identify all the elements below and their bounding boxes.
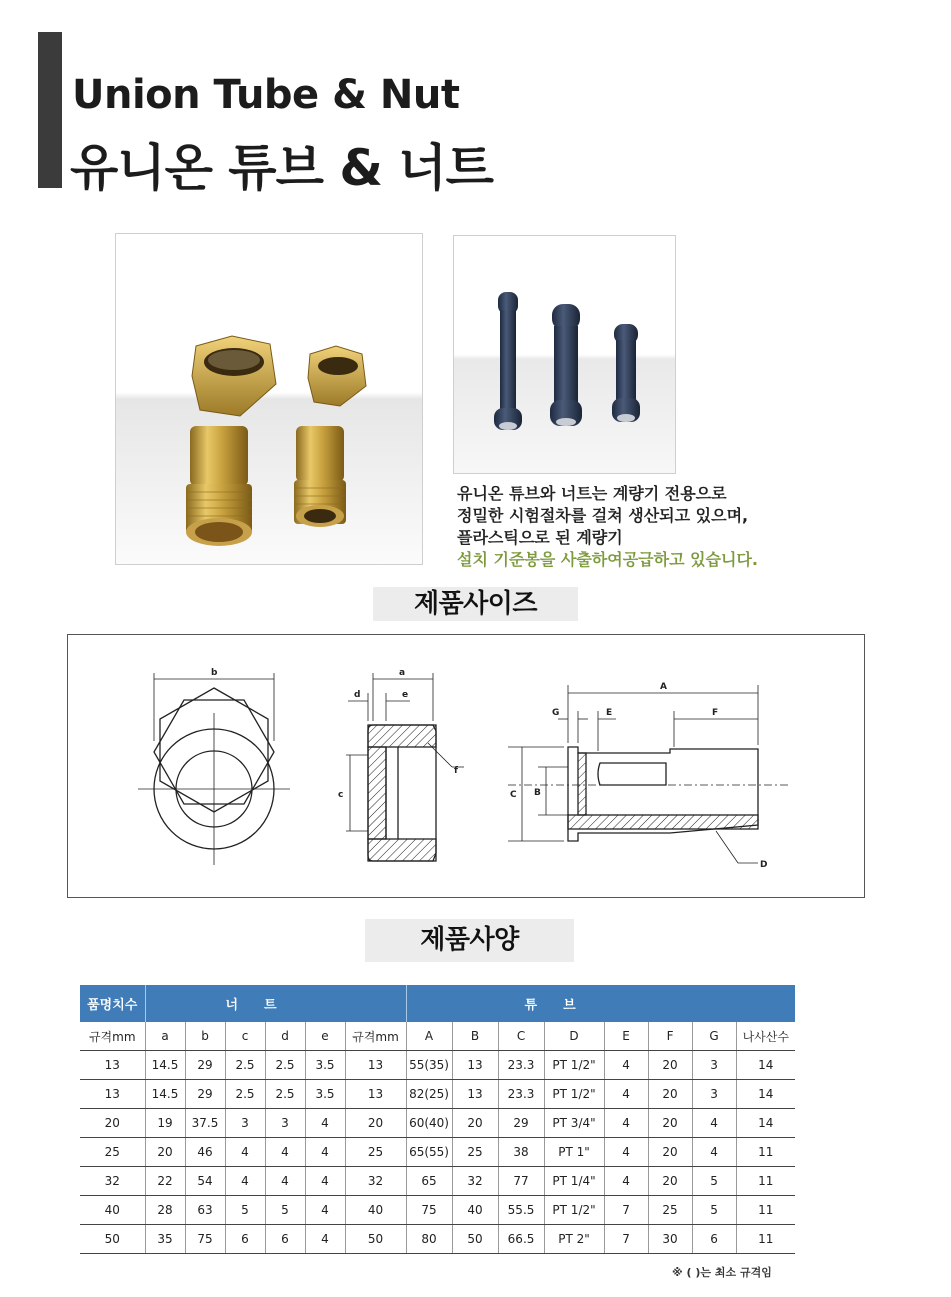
table-cell: 65(55) bbox=[406, 1138, 452, 1167]
table-cell: 11 bbox=[736, 1196, 795, 1225]
label-A: A bbox=[660, 682, 667, 692]
description-line-4: 설치 기준봉을 사출하여공급하고 있습니다. bbox=[457, 550, 758, 569]
table-cell: 20 bbox=[648, 1080, 692, 1109]
sub-header-cell: C bbox=[498, 1022, 544, 1051]
table-cell: 11 bbox=[736, 1138, 795, 1167]
table-cell: 29 bbox=[498, 1109, 544, 1138]
table-cell: 6 bbox=[692, 1225, 736, 1254]
table-cell: 25 bbox=[648, 1196, 692, 1225]
table-cell: 4 bbox=[225, 1167, 265, 1196]
table-cell: PT 1/2" bbox=[544, 1080, 604, 1109]
table-cell: 30 bbox=[648, 1225, 692, 1254]
table-cell: 5 bbox=[265, 1196, 305, 1225]
table-row bbox=[80, 1109, 795, 1138]
sub-header-cell: F bbox=[648, 1022, 692, 1051]
table-cell: 54 bbox=[185, 1167, 225, 1196]
table-cell: 4 bbox=[604, 1080, 648, 1109]
sub-header-cell: e bbox=[305, 1022, 345, 1051]
table-cell: 20 bbox=[648, 1051, 692, 1080]
product-description bbox=[457, 483, 758, 571]
label-e: e bbox=[402, 690, 409, 700]
table-cell: 6 bbox=[265, 1225, 305, 1254]
table-cell: 20 bbox=[145, 1138, 185, 1167]
sub-header-cell: c bbox=[225, 1022, 265, 1051]
sub-header-cell: 나사산수 bbox=[736, 1022, 795, 1051]
table-cell: 50 bbox=[345, 1225, 406, 1254]
table-cell: 75 bbox=[406, 1196, 452, 1225]
table-cell: 22 bbox=[145, 1167, 185, 1196]
sub-header-cell: G bbox=[692, 1022, 736, 1051]
table-cell: 25 bbox=[452, 1138, 498, 1167]
table-cell: 25 bbox=[345, 1138, 406, 1167]
size-section-title: 제품사이즈 bbox=[373, 587, 578, 621]
table-cell: 6 bbox=[225, 1225, 265, 1254]
table-cell: 4 bbox=[265, 1138, 305, 1167]
table-row bbox=[80, 1051, 795, 1080]
table-cell: 5 bbox=[225, 1196, 265, 1225]
table-cell: 66.5 bbox=[498, 1225, 544, 1254]
table-cell: 29 bbox=[185, 1080, 225, 1109]
description-line-2: 정밀한 시험절차를 걸쳐 생산되고 있으며, bbox=[457, 506, 749, 525]
table-cell: 60(40) bbox=[406, 1109, 452, 1138]
label-B: B bbox=[534, 788, 541, 798]
label-a: a bbox=[399, 668, 406, 678]
sub-header-cell: 규격mm bbox=[345, 1022, 406, 1051]
table-cell: 19 bbox=[145, 1109, 185, 1138]
table-cell: 2.5 bbox=[265, 1080, 305, 1109]
table-cell: 63 bbox=[185, 1196, 225, 1225]
table-cell: 3.5 bbox=[305, 1080, 345, 1109]
sub-header-cell: B bbox=[452, 1022, 498, 1051]
label-C: C bbox=[510, 790, 517, 800]
table-row bbox=[80, 1138, 795, 1167]
table-cell: 14.5 bbox=[145, 1080, 185, 1109]
header-nut: 너 트 bbox=[145, 985, 406, 1022]
table-row bbox=[80, 1196, 795, 1225]
table-cell: 29 bbox=[185, 1051, 225, 1080]
table-cell: 13 bbox=[80, 1080, 145, 1109]
table-cell: 23.3 bbox=[498, 1080, 544, 1109]
table-cell: 4 bbox=[305, 1196, 345, 1225]
table-cell: PT 2" bbox=[544, 1225, 604, 1254]
table-cell: 4 bbox=[305, 1167, 345, 1196]
table-cell: PT 1" bbox=[544, 1138, 604, 1167]
table-cell: PT 1/4" bbox=[544, 1167, 604, 1196]
table-cell: 82(25) bbox=[406, 1080, 452, 1109]
table-row bbox=[80, 1167, 795, 1196]
table-cell: 14 bbox=[736, 1109, 795, 1138]
table-cell: 20 bbox=[345, 1109, 406, 1138]
label-f: f bbox=[454, 766, 458, 776]
header-product: 품명치수 bbox=[80, 985, 145, 1022]
table-cell: 4 bbox=[225, 1138, 265, 1167]
label-E: E bbox=[606, 708, 613, 718]
table-cell: 4 bbox=[305, 1138, 345, 1167]
sub-header-cell: A bbox=[406, 1022, 452, 1051]
table-cell: 20 bbox=[648, 1109, 692, 1138]
table-cell: 4 bbox=[604, 1167, 648, 1196]
table-cell: 75 bbox=[185, 1225, 225, 1254]
description-line-3: 플라스틱으로 된 계량기 bbox=[457, 528, 623, 547]
table-cell: 4 bbox=[604, 1138, 648, 1167]
table-cell: 2.5 bbox=[225, 1051, 265, 1080]
table-cell: 4 bbox=[305, 1225, 345, 1254]
title-accent-bar bbox=[38, 32, 62, 188]
table-cell: 40 bbox=[452, 1196, 498, 1225]
table-cell: PT 1/2" bbox=[544, 1196, 604, 1225]
table-cell: 7 bbox=[604, 1225, 648, 1254]
table-cell: 55.5 bbox=[498, 1196, 544, 1225]
table-cell: 14.5 bbox=[145, 1051, 185, 1080]
table-cell: 50 bbox=[80, 1225, 145, 1254]
label-b: b bbox=[211, 668, 218, 678]
table-cell: 20 bbox=[452, 1109, 498, 1138]
table-cell: 32 bbox=[345, 1167, 406, 1196]
sub-header-cell: a bbox=[145, 1022, 185, 1051]
description-line-1: 유니온 튜브와 너트는 계량기 전용으로 bbox=[457, 484, 727, 503]
sub-header-cell: E bbox=[604, 1022, 648, 1051]
table-row bbox=[80, 1080, 795, 1109]
table-cell: 2.5 bbox=[265, 1051, 305, 1080]
table-cell: 13 bbox=[452, 1080, 498, 1109]
table-row bbox=[80, 1225, 795, 1254]
header-tube: 튜 브 bbox=[406, 985, 795, 1022]
table-cell: 13 bbox=[80, 1051, 145, 1080]
table-cell: 40 bbox=[80, 1196, 145, 1225]
table-cell: 14 bbox=[736, 1051, 795, 1080]
table-cell: 3 bbox=[692, 1080, 736, 1109]
table-group-header-row bbox=[80, 985, 795, 1022]
table-cell: 4 bbox=[604, 1109, 648, 1138]
table-cell: 4 bbox=[692, 1138, 736, 1167]
table-footnote: ※ ( )는 최소 규격임 bbox=[672, 1266, 772, 1279]
table-cell: 13 bbox=[345, 1080, 406, 1109]
label-F: F bbox=[712, 708, 719, 718]
label-c: c bbox=[338, 790, 344, 800]
table-cell: 11 bbox=[736, 1167, 795, 1196]
table-cell: 25 bbox=[80, 1138, 145, 1167]
label-d: d bbox=[354, 690, 361, 700]
table-cell: 38 bbox=[498, 1138, 544, 1167]
sub-header-cell: b bbox=[185, 1022, 225, 1051]
label-D: D bbox=[760, 860, 768, 870]
table-cell: 3 bbox=[265, 1109, 305, 1138]
table-cell: 23.3 bbox=[498, 1051, 544, 1080]
table-cell: 11 bbox=[736, 1225, 795, 1254]
table-cell: 46 bbox=[185, 1138, 225, 1167]
table-cell: 55(35) bbox=[406, 1051, 452, 1080]
table-cell: PT 1/2" bbox=[544, 1051, 604, 1080]
technical-drawing bbox=[67, 634, 865, 898]
table-cell: 5 bbox=[692, 1196, 736, 1225]
table-cell: 32 bbox=[80, 1167, 145, 1196]
sub-header-cell: 규격mm bbox=[80, 1022, 145, 1051]
brass-union-photo bbox=[115, 233, 423, 565]
table-cell: 4 bbox=[604, 1051, 648, 1080]
table-cell: 3.5 bbox=[305, 1051, 345, 1080]
table-cell: 4 bbox=[305, 1109, 345, 1138]
table-cell: 35 bbox=[145, 1225, 185, 1254]
table-cell: 5 bbox=[692, 1167, 736, 1196]
table-cell: 3 bbox=[692, 1051, 736, 1080]
table-cell: 20 bbox=[648, 1138, 692, 1167]
table-cell: 40 bbox=[345, 1196, 406, 1225]
table-cell: 32 bbox=[452, 1167, 498, 1196]
table-cell: 80 bbox=[406, 1225, 452, 1254]
table-cell: 20 bbox=[80, 1109, 145, 1138]
label-G: G bbox=[552, 708, 560, 718]
table-cell: 20 bbox=[648, 1167, 692, 1196]
table-sub-header-row bbox=[80, 1022, 795, 1051]
plastic-rod-photo bbox=[453, 235, 676, 474]
table-cell: 13 bbox=[452, 1051, 498, 1080]
sub-header-cell: d bbox=[265, 1022, 305, 1051]
table-cell: 28 bbox=[145, 1196, 185, 1225]
table-cell: 77 bbox=[498, 1167, 544, 1196]
table-cell: 65 bbox=[406, 1167, 452, 1196]
table-cell: 14 bbox=[736, 1080, 795, 1109]
table-cell: 4 bbox=[265, 1167, 305, 1196]
table-cell: 50 bbox=[452, 1225, 498, 1254]
spec-section-title: 제품사양 bbox=[365, 919, 574, 962]
table-cell: 3 bbox=[225, 1109, 265, 1138]
table-cell: 2.5 bbox=[225, 1080, 265, 1109]
table-cell: 37.5 bbox=[185, 1109, 225, 1138]
sub-header-cell: D bbox=[544, 1022, 604, 1051]
table-cell: 7 bbox=[604, 1196, 648, 1225]
table-cell: PT 3/4" bbox=[544, 1109, 604, 1138]
page-title-korean: 유니온 튜브 & 너트 bbox=[70, 139, 493, 197]
table-cell: 4 bbox=[692, 1109, 736, 1138]
table-cell: 13 bbox=[345, 1051, 406, 1080]
spec-table bbox=[80, 985, 795, 1254]
page-title-english: Union Tube & Nut bbox=[72, 72, 460, 118]
